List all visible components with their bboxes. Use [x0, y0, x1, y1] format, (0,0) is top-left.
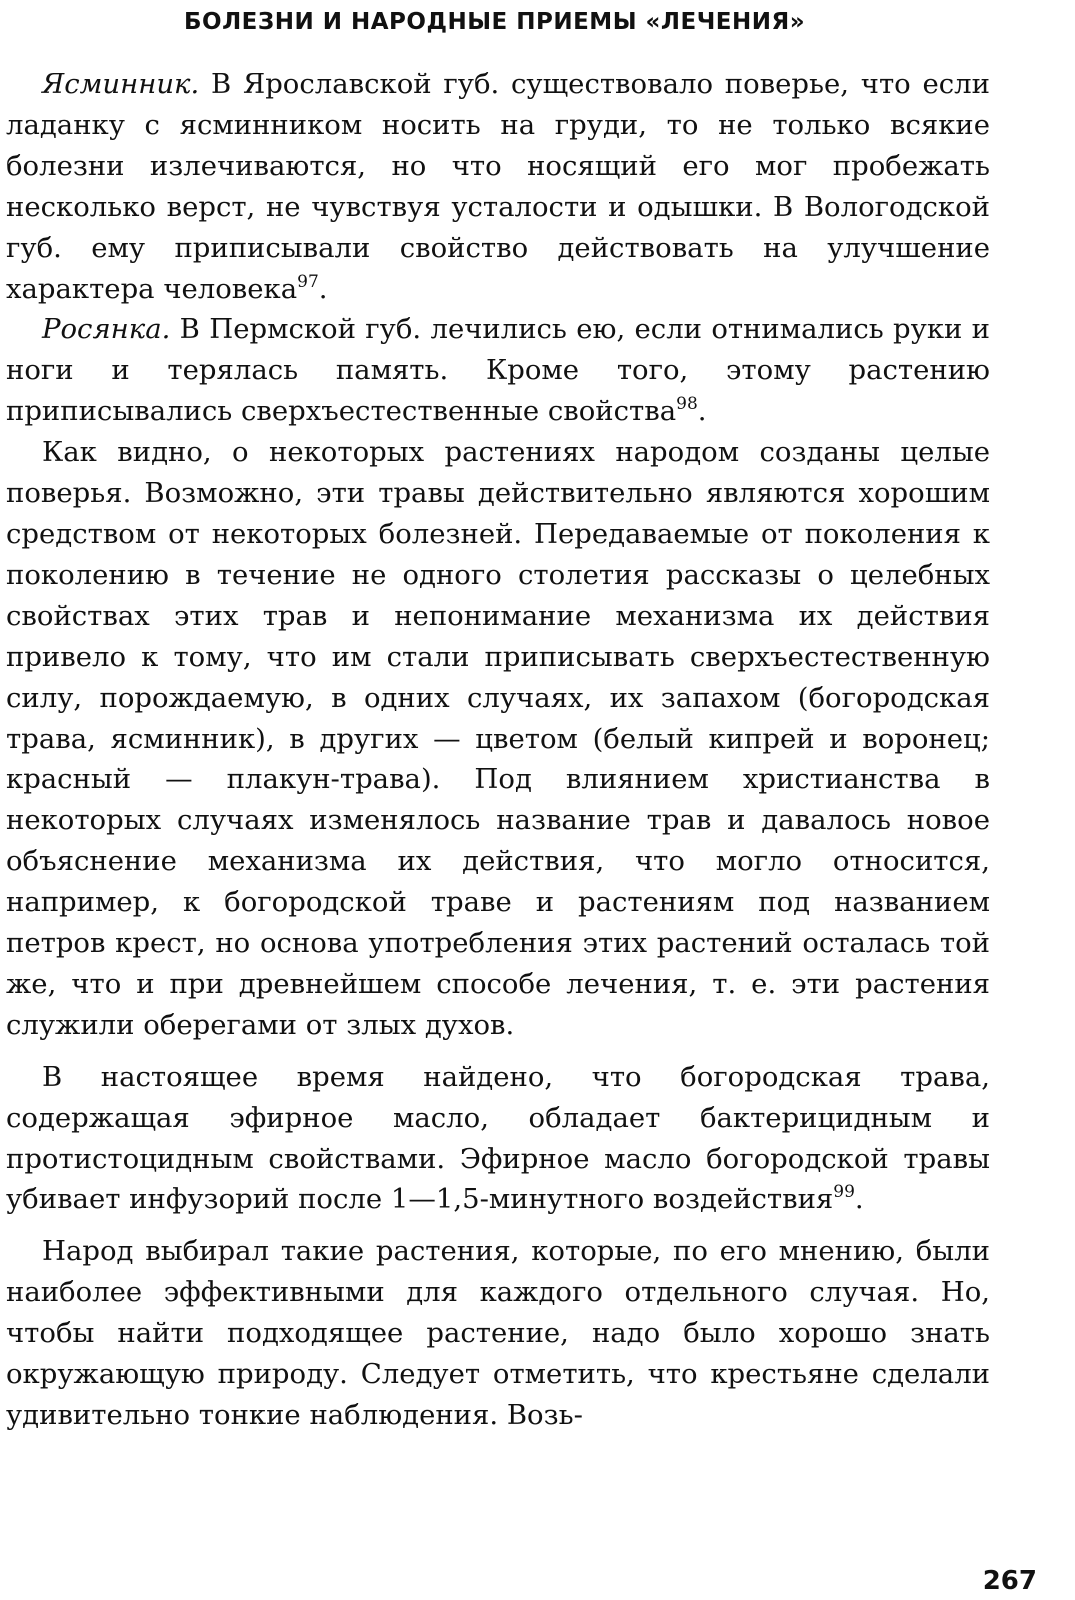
- paragraph-tail: .: [697, 395, 707, 428]
- paragraph-tail: .: [318, 272, 328, 305]
- paragraph-observations: [6, 1231, 990, 1436]
- footnote-ref: 97: [297, 271, 319, 292]
- running-header: БОЛЕЗНИ И НАРОДНЫЕ ПРИЕМЫ «ЛЕЧЕНИЯ»: [184, 9, 806, 35]
- paragraph-text: Как видно, о некоторых растениях народом созданы целые поверья. Возможно, эти травы действительно являются хорошим средством от некоторых болезней. Передаваемые от поколения к поколению в течение не одного столетия рассказы о целебных свойствах этих трав и непонимание механизма их действия привело к тому, что им стали приписывать сверхъестественную силу, порождаемую, в одних случаях, их запахом (богородская трава, ясминник), в других — цветом (белый кипрей и воронец; красный — плакун-трава). Под влиянием христианства в некоторых случаях изменялось название трав и давалось новое объяснение механизма их действия, что могло относится, например, к богородской траве и растениям под названием петров крест, но основа употребления этих растений осталась той же, что и при древнейшем способе лечения, т. е. эти растения служили оберегами от злых духов.: [6, 436, 990, 1041]
- page-number: 267: [982, 1566, 1037, 1596]
- footnote-ref: 98: [676, 394, 698, 415]
- paragraph-tail: .: [854, 1183, 864, 1216]
- paragraph-text: В Пермской губ. лечились ею, если отнимались руки и ноги и терялась память. Кроме того, этому растению приписывались сверхъестественные свойства: [6, 313, 990, 428]
- paragraph-text: В Ярославской губ. существовало поверье, что если ладанку с ясминником носить на груди, то не только всякие болезни излечиваются, но что носящий его мог пробежать несколько верст, не чувствуя усталости и одышки. В Вологодской губ. ему приписывали свойство действовать на улучшение характера человека: [6, 68, 990, 305]
- paragraph-lead-term: Росянка.: [42, 313, 171, 346]
- paragraph-essential-oil: [6, 1057, 990, 1221]
- paragraph-beliefs: [6, 432, 990, 1046]
- paragraph-lead-term: Ясминник.: [42, 68, 200, 100]
- paragraph-text: В настоящее время найдено, что богородская трава, содержащая эфирное масло, обладает бактерицидным и протистоцидным свойствами. Эфирное масло богородской травы убивает инфузорий после 1—1,5-минутного воздействия: [6, 1060, 990, 1216]
- paragraph-text: Народ выбирал такие растения, которые, по его мнению, были наиболее эффективными для каждого отдельного случая. Но, чтобы найти подходящее растение, надо было хорошо знать окружающую природу. Следует отметить, что крестьяне сделали удивительно тонкие наблюдения. Возь-: [6, 1235, 990, 1431]
- body-text: [6, 64, 990, 1436]
- paragraph-rosyanka: [6, 309, 990, 432]
- footnote-ref: 99: [833, 1182, 855, 1203]
- paragraph-jasminnik: [6, 64, 990, 309]
